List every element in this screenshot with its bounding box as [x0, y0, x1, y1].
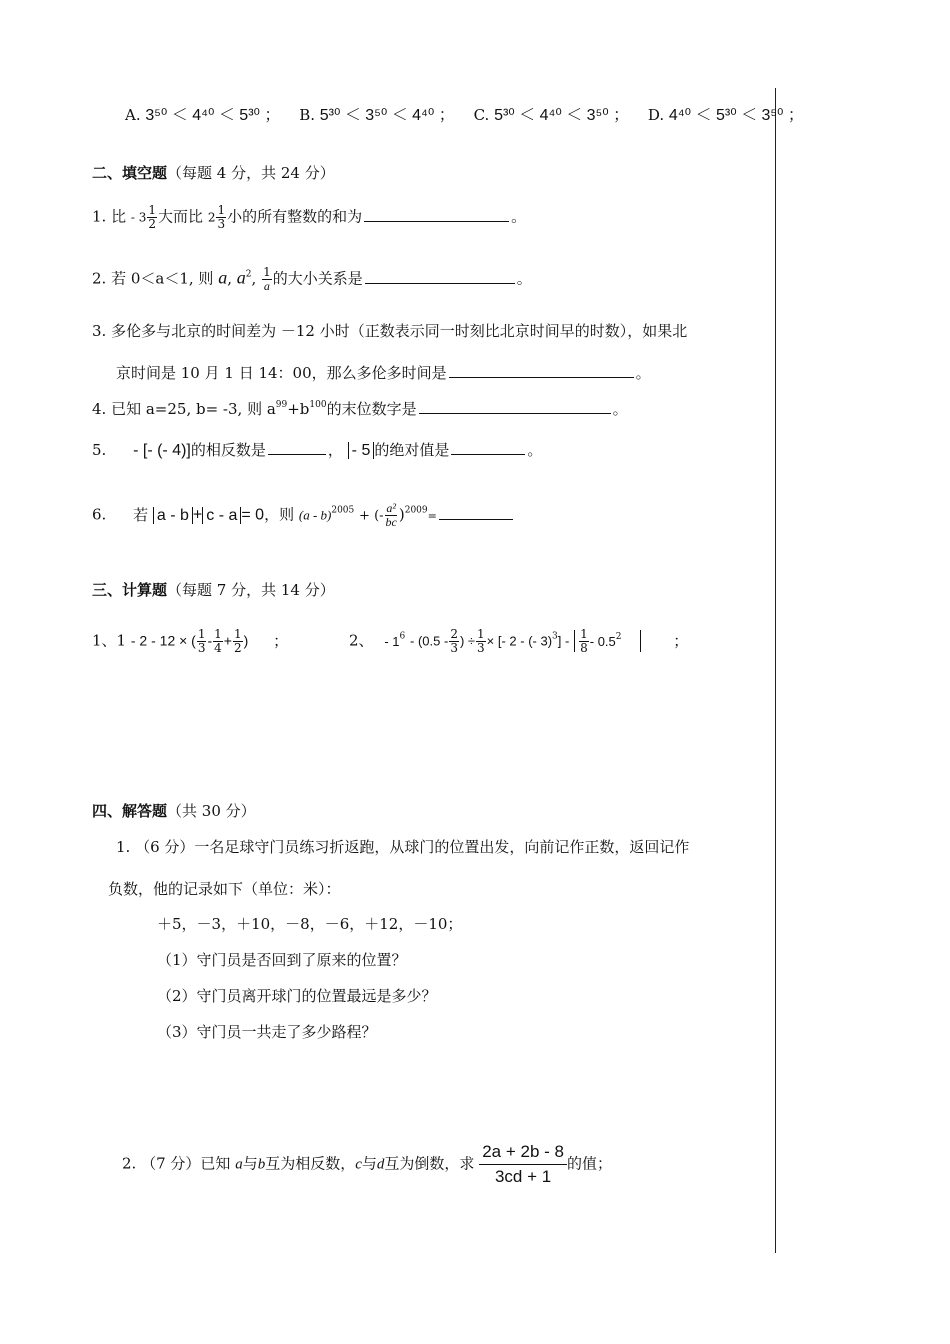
fill-question-3-line-1: 3. 多伦多与北京的时间差为 －12 小时（正数表示同一时刻比北京时间早的时数），如果北	[92, 322, 688, 340]
answer-blank[interactable]	[449, 361, 634, 378]
answer-question-2: 2. （7 分）已知 a与b互为相反数，c与d互为倒数，求 $\frac{2a + 2b - 8}{3cd + 1}$ 的值；	[122, 1140, 612, 1189]
section-4-heading: 四、解答题（共 30 分）	[92, 802, 256, 820]
answer-question-1-line-2: 负数，他的记录如下（单位：米）：	[108, 880, 341, 898]
expression-fraction: $\frac{2a + 2b - 8}{3cd + 1}$	[479, 1140, 567, 1189]
answer-question-1-sub-3: （3）守门员一共走了多少路程？	[157, 1023, 377, 1041]
answer-blank[interactable]	[451, 438, 525, 455]
calc-question-2: 2、 - $1^6 - (0.5$ - $\frac{2}{3}$ ) ÷ $\frac{1}{3}$ × [- 2 - (- 3)$^3$] - $\frac{1}{8}$ - $0.5^2$ ；	[349, 627, 689, 655]
option-c: C. 5³⁰ ＜ 4⁴⁰ ＜ 3⁵⁰ ；	[473, 106, 630, 124]
option-a: A. 3⁵⁰ ＜ 4⁴⁰ ＜ 5³⁰ ；	[125, 106, 281, 124]
answer-blank[interactable]	[439, 503, 513, 520]
answer-question-1-sub-1: （1）守门员是否回到了原来的位置？	[157, 951, 407, 969]
answer-question-1-sub-2: （2）守门员离开球门的位置最远是多少？	[157, 987, 437, 1005]
fill-question-1: 1. 比 - 3 $\frac{1}{2}$ 大而比 2 $\frac{1}{3}$ 小的所有整数的和为 。	[92, 203, 527, 231]
calc-question-1: 1、1 - 2 - 12 × ( $\frac{1}{3}$ - $\frac{1}{4}$ + $\frac{1}{2}$ ) ；	[92, 627, 289, 655]
option-b: B. 5³⁰ ＜ 3⁵⁰ ＜ 4⁴⁰ ；	[299, 106, 455, 124]
fill-question-4: 4. 已知 a=25, b= -3, 则 $a^{99}+b^{100}$的末位数字是 。	[92, 397, 628, 420]
answer-question-1-data: ＋5，－3，＋10，－8，－6，＋12，－10；	[157, 915, 463, 933]
answer-blank[interactable]	[364, 205, 509, 222]
fill-question-3-line-2: 京时间是 10 月 1 日 14：00，那么多伦多时间是 。	[116, 361, 651, 384]
answer-blank[interactable]	[419, 397, 611, 414]
answer-question-1-line-1: 1. （6 分）一名足球守门员练习折返跑，从球门的位置出发，向前记作正数，返回记作	[116, 838, 690, 856]
answer-blank[interactable]	[268, 438, 326, 455]
option-d: D. 4⁴⁰ ＜ 5³⁰ ＜ 3⁵⁰ ；	[647, 106, 804, 124]
margin-rule	[775, 88, 776, 1253]
answer-blank[interactable]	[365, 267, 515, 284]
section-2-heading: 二、填空题（每题 4 分，共 24 分）	[92, 164, 335, 182]
fill-question-2: 2. 若 0＜a＜1, 则 a, $a^2$, $\frac{1}{a}$ 的大小关系是 。	[92, 265, 532, 293]
choice-options	[125, 104, 818, 127]
fill-question-5: 5. - [- (- 4)]的相反数是 ， - 5 的绝对值是 。	[92, 438, 542, 462]
fill-question-6: 6. 若 a - b + c - a = 0，则 (a - b)$^{2005}$ + (- $\frac{\text{a²}}{bc}$ )$^{2009}$=	[92, 502, 515, 529]
section-3-heading: 三、计算题（每题 7 分，共 14 分）	[92, 581, 335, 599]
